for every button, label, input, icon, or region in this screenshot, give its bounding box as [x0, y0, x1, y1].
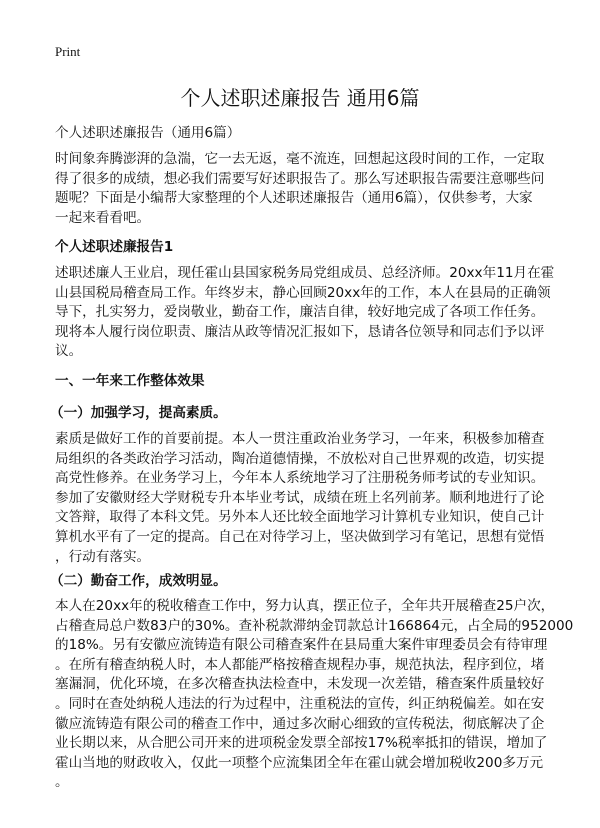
subtitle: 个人述职述廉报告（通用6篇） [55, 125, 241, 141]
text-line: 得了很多的成绩，想必我们需要写好述职报告了。那么写述职报告需要注意哪些问 [55, 170, 545, 187]
text-line: 。在所有稽查纳税人时，本人都能严格按稽查规程办事，规范执法，程序到位，堵 [55, 656, 545, 673]
text-line: 素质是做好工作的首要前提。本人一贯注重政治业务学习，一年来，积极参加稽查 [55, 431, 545, 447]
text-line: 业长期以来，从合肥公司开来的进项税金发票全部按17%税率抵扣的错误，增加了 [55, 735, 548, 752]
text-line: 高党性修养。在业务学习上，今年本人系统地学习了注册税务师考试的专业知识。 [55, 470, 545, 487]
text-line: 述职述廉人王业启，现任霍山县国家税务局党组成员、总经济师。20xx年11月在霍 [55, 265, 555, 281]
text-line: 塞漏洞，优化环境，在多次稽查执法检查中，未发现一次差错，稽查案件质量较好 [55, 676, 545, 693]
page-title: 个人述职述廉报告 通用6篇 [180, 86, 420, 110]
text-line: 参加了安徽财经大学财税专升本毕业考试，成绩在班上名列前茅。顺利地进行了论 [55, 489, 545, 506]
text-line: 一起来看看吧。 [55, 209, 151, 226]
print-link[interactable]: Print [55, 44, 81, 59]
text-line: 议。 [55, 343, 83, 360]
intro-paragraph [55, 150, 550, 228]
text-line: 现将本人履行岗位职责、廉洁从政等情况汇报如下，恳请各位领导和同志们予以评 [55, 323, 545, 340]
text-line: 导下，扎实努力，爱岗敬业，勤奋工作，廉洁自律，较好地完成了各项工作任务。 [55, 304, 545, 321]
sub2-heading: （二）勤奋工作，成效明显。 [50, 573, 227, 589]
text-line: 局组织的各类政治学习活动，陶冶道德情操，不放松对自己世界观的改造，切实提 [55, 450, 545, 467]
text-line: ，行动有落实。 [55, 548, 151, 565]
text-line: 占稽查局总户数83户的30%。查补税款滞纳金罚款总计166864元，占全局的952000 [55, 617, 574, 634]
text-line: 山县国税局稽查局工作。年终岁末，静心回顾20xx年的工作，本人在县局的正确领 [55, 284, 551, 301]
section1-paragraph [55, 264, 555, 362]
text-line: 徽应流铸造有限公司的稽查工作中，通过多次耐心细致的宣传税法，彻底解决了企 [55, 715, 545, 732]
section1-heading: 个人述职述廉报告1 [55, 239, 174, 255]
text-line: 文答辩，取得了本科文凭。另外本人还比较全面地学习计算机专业知识，使自己计 [55, 509, 545, 526]
text-line: 。同时在查处纳税人违法的行为过程中，注重税法的宣传，纠正纳税偏差。如在安 [55, 695, 545, 712]
text-line: 。 [55, 774, 69, 791]
text-line: 时间象奔腾澎湃的急湍，它一去无返，毫不流连，回想起这段时间的工作，一定取 [55, 151, 545, 167]
text-line: 算机水平有了一定的提高。自己在对待学习上，坚决做到学习有笔记，思想有觉悟 [55, 528, 545, 545]
sub1-heading: （一）加强学习，提高素质。 [50, 405, 227, 421]
text-line: 本人在20xx年的税收稽查工作中，努力认真，摆正位子，全年共开展稽查25户次， [55, 598, 555, 614]
text-line: 题呢？下面是小编帮大家整理的个人述职述廉报告（通用6篇），仅供参考，大家 [55, 190, 533, 207]
part1-heading: 一、一年来工作整体效果 [55, 373, 205, 389]
text-line: 的18%。另有安徽应流铸造有限公司稽查案件在县局重大案件审理委员会有待审理 [55, 637, 548, 654]
sub2-paragraph [55, 597, 574, 793]
sub1-paragraph [55, 430, 550, 567]
text-line: 霍山当地的财政收入，仅此一项整个应流集团全年在霍山就会增加税收200多万元 [55, 754, 544, 771]
